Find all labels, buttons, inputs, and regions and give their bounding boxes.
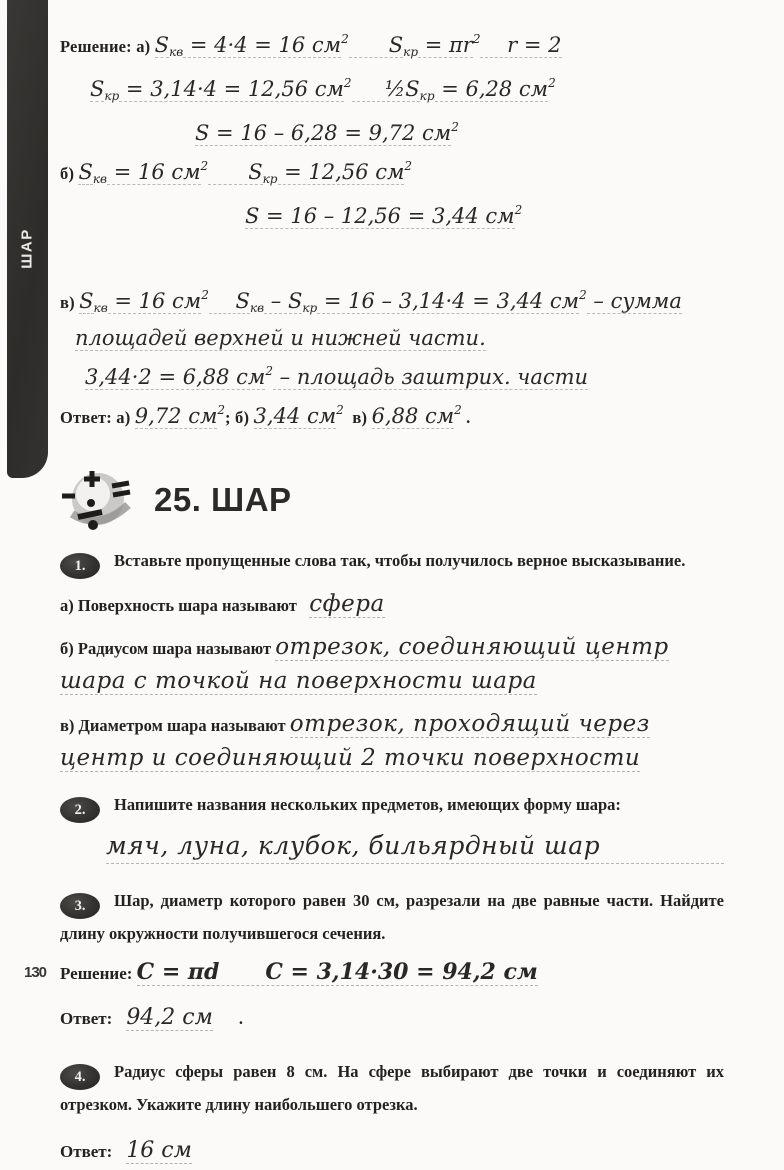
problem-4-text: Радиус сферы равен 8 см. На сфере выбирают две точки и соединяют их отрезком. Укажите длину наибольшего отрезка.: [60, 1062, 724, 1114]
solution-line: [60, 151, 724, 195]
math-fragment: 2: [454, 403, 462, 417]
problem-1-text-row: [60, 546, 724, 579]
solution-block-top: [60, 0, 724, 234]
problem-3-badge: 3.: [60, 893, 100, 919]
math-fragment: 2: [451, 120, 459, 134]
problem-1-text: Вставьте пропущенные слова так, чтобы получилось верное высказывание.: [114, 551, 686, 570]
math-fragment: площадей верхней и нижней части.: [75, 326, 486, 350]
solution-block-v: [60, 256, 724, 434]
math-fragment: .: [461, 408, 471, 427]
math-fragment: 2: [200, 159, 209, 173]
math-fragment: кр: [262, 172, 278, 186]
answer-label: Ответ:: [60, 1142, 113, 1161]
math-fragment: 2: [472, 32, 481, 46]
math-fragment: = 4·4 = 16 см: [183, 33, 342, 57]
math-fragment: – S: [264, 289, 303, 313]
math-fragment: – сумма: [586, 289, 682, 313]
solution-line: [245, 195, 724, 234]
math-fragment: 9,72 см: [134, 404, 218, 428]
problem-3-answer: 94,2 см: [126, 1005, 213, 1030]
math-fragment: б): [60, 164, 79, 183]
problem-2-text: Напишите названия нескольких предметов, имеющих форму шара:: [114, 795, 621, 814]
math-fragment: кр: [403, 45, 419, 59]
solution-line: [75, 323, 724, 356]
problem-3-solution: [136, 959, 538, 985]
problem-2-badge: 2.: [60, 797, 100, 823]
answer-label: Ответ:: [60, 1009, 113, 1028]
problem-1-badge: 1.: [60, 553, 100, 579]
chapter-side-tab: [7, 0, 48, 478]
math-fragment: ½S: [351, 77, 420, 101]
problem-1: [60, 546, 724, 776]
problem-3-text: Шар, диаметр которого равен 30 см, разрезали на две равные части. Найдите длину окружности получившегося сечения.: [60, 891, 724, 943]
math-fragment: S: [78, 160, 93, 184]
math-fragment: 2: [265, 364, 273, 378]
math-fragment: S = 16 – 12,56 = 3,44 см: [245, 204, 515, 228]
solution-line: [195, 112, 724, 151]
problem-1-item-b: [60, 631, 724, 699]
sphere-math-icon: [60, 469, 144, 531]
math-fragment: = πr: [418, 33, 473, 57]
sentence-period: .: [238, 1009, 243, 1028]
dot-symbol: [87, 499, 95, 507]
item-b-answer: отрезок, соединяющий центр шара с точкой на поверхности шара: [60, 634, 669, 694]
section-title: 25. ШАР: [154, 481, 292, 518]
problem-3-answer-row: [60, 1000, 724, 1037]
math-fragment: 2: [341, 32, 349, 46]
math-fragment: 2: [201, 288, 209, 302]
math-fragment: C = πd C = 3,14·30 = 94,2 см: [136, 959, 538, 985]
math-fragment: S: [154, 33, 170, 57]
problem-1-item-a: [60, 588, 724, 622]
math-fragment: 3,44·2 = 6,88 см: [85, 365, 266, 389]
item-b-label: б) Радиусом шара называют: [60, 639, 272, 658]
item-a-answer: сфера: [309, 591, 385, 617]
divide-dot: [88, 520, 98, 530]
math-fragment: 2: [579, 288, 587, 302]
math-fragment: S: [208, 160, 263, 184]
math-fragment: кр: [302, 301, 318, 315]
math-fragment: = 16 – 3,14·4 = 3,44 см: [317, 289, 580, 313]
math-fragment: 3,44 см: [253, 404, 337, 428]
item-v-label: в) Диаметром шара называют: [60, 716, 286, 735]
section-header: [60, 468, 724, 532]
math-fragment: кв: [92, 172, 108, 186]
problem-4-badge: 4.: [60, 1064, 100, 1090]
math-fragment: S: [208, 289, 250, 313]
math-fragment: ; б): [225, 408, 254, 427]
math-fragment: = 16 см: [107, 160, 201, 184]
math-fragment: кв: [93, 301, 108, 315]
math-fragment: 2: [343, 76, 352, 90]
problem-4: [60, 1057, 724, 1170]
problem-3: [60, 886, 724, 1037]
math-fragment: S = 16 – 6,28 = 9,72 см: [195, 121, 452, 145]
math-fragment: 2: [514, 203, 523, 217]
solution-line: [60, 280, 724, 323]
math-fragment: S: [348, 33, 404, 57]
item-v-answer: отрезок, проходящий через центр и соединяющий 2 точки поверхности: [60, 711, 650, 771]
solution-line: [60, 24, 724, 68]
math-fragment: кр: [419, 89, 435, 103]
solution-label: Решение:: [60, 964, 133, 983]
problem-1-item-v: [60, 708, 724, 776]
math-fragment: 2: [336, 403, 344, 417]
problem-2-text-row: [60, 790, 724, 823]
math-fragment: – площадь заштрих. части: [273, 365, 589, 389]
page-content: [60, 0, 724, 1170]
item-a-label: а) Поверхность шара называют: [60, 596, 297, 615]
answer-line: [60, 395, 724, 434]
math-fragment: = 3,14·4 = 12,56 см: [119, 77, 344, 101]
problem-3-solution-row: [60, 956, 724, 992]
problem-3-text-row: [60, 886, 724, 948]
math-fragment: 2: [404, 159, 413, 173]
problem-4-answer: 16 см: [126, 1138, 192, 1163]
math-fragment: в): [343, 408, 372, 427]
math-fragment: кр: [104, 89, 120, 103]
problem-2: [60, 790, 724, 864]
math-fragment: в): [60, 293, 80, 312]
problem-4-answer-row: [60, 1133, 724, 1170]
math-fragment: Решение: а): [60, 37, 155, 56]
problem-4-text-row: [60, 1057, 724, 1119]
math-fragment: 2: [217, 403, 226, 417]
solution-line: [85, 356, 724, 395]
math-fragment: кв: [249, 301, 265, 315]
solution-line: [90, 68, 724, 112]
math-fragment: = 6,28 см: [434, 77, 549, 101]
math-fragment: кв: [169, 45, 184, 59]
problem-2-answer: мяч, луна, клубок, бильярдный шар: [106, 829, 724, 864]
math-fragment: S: [90, 77, 105, 101]
math-fragment: 6,88 см: [371, 404, 455, 428]
page-number: 130: [24, 964, 47, 981]
chapter-tab-label-wrap: [7, 200, 48, 296]
math-fragment: = 16 см: [107, 289, 202, 313]
math-fragment: = 12,56 см: [277, 160, 405, 184]
math-fragment: Ответ: а): [60, 408, 135, 427]
math-fragment: 2: [548, 76, 556, 90]
chapter-tab-label: ШАР: [18, 227, 36, 269]
math-fragment: r = 2: [480, 33, 562, 57]
math-fragment: S: [79, 289, 94, 313]
